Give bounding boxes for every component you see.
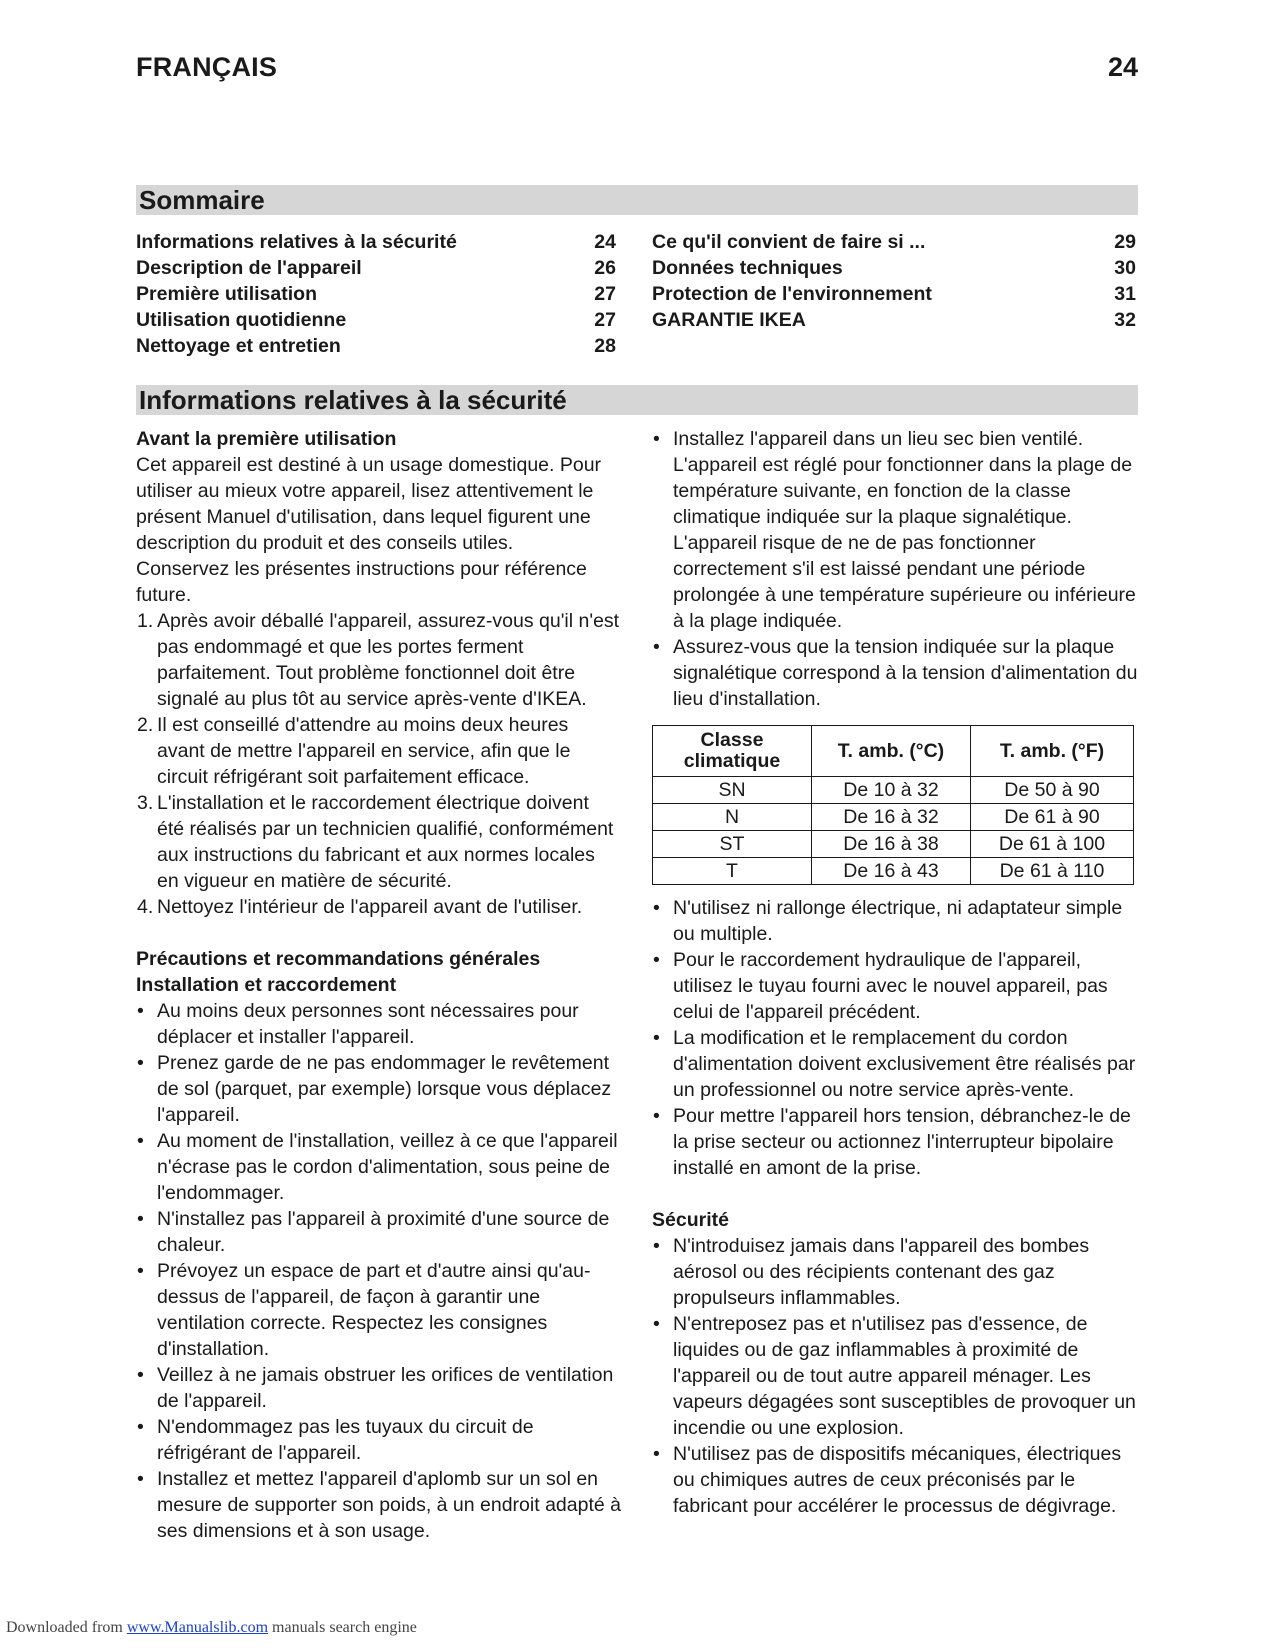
step-number: 2. bbox=[137, 714, 154, 736]
step-number: 3. bbox=[137, 792, 154, 814]
toc-entry-label: Nettoyage et entretien bbox=[136, 335, 341, 357]
toc-entry[interactable] bbox=[136, 307, 616, 333]
table-header-cell: T. amb. (°C) bbox=[812, 726, 971, 777]
table-header-cell: T. amb. (°F) bbox=[971, 726, 1134, 777]
security-heading: Sécurité bbox=[652, 1209, 729, 1231]
list-item: • Prenez garde de ne pas endommager le revêtement de sol (parquet, par exemple) lorsque vous déplacez l'appareil. bbox=[136, 1050, 621, 1128]
table-cell: De 10 à 32 bbox=[812, 777, 971, 804]
table-row bbox=[653, 858, 1134, 885]
list-item: • Pour mettre l'appareil hors tension, débranchez-le de la prise secteur ou actionnez l'interrupteur bipolaire installé en amont de la prise. bbox=[652, 1103, 1142, 1181]
list-item: • N'entreposez pas et n'utilisez pas d'essence, de liquides ou de gaz inflammables à proximité de l'appareil ou de tout autre appareil ménager. Les vapeurs dégagées sont susceptibles de provoquer un incendie ou une explosion. bbox=[652, 1311, 1142, 1441]
safety-right-column bbox=[652, 426, 1142, 1519]
step-number: 4. bbox=[137, 896, 154, 918]
list-item bbox=[136, 608, 621, 712]
table-cell: ST bbox=[653, 831, 812, 858]
table-row bbox=[653, 831, 1134, 858]
toc-right-column bbox=[652, 229, 1136, 333]
toc-entry[interactable] bbox=[652, 229, 1136, 255]
toc-entry-label: Utilisation quotidienne bbox=[136, 309, 347, 331]
toc-entry-label: Informations relatives à la sécurité bbox=[136, 231, 457, 253]
toc-entry-page: 26 bbox=[594, 257, 616, 279]
table-cell: T bbox=[653, 858, 812, 885]
safety-left-column bbox=[136, 426, 621, 1544]
general-precautions-heading: Précautions et recommandations générales bbox=[136, 948, 541, 970]
toc-entry-page: 27 bbox=[594, 283, 616, 305]
table-header-cell: Classe climatique bbox=[653, 726, 812, 777]
list-item: • N'endommagez pas les tuyaux du circuit de réfrigérant de l'appareil. bbox=[136, 1414, 621, 1466]
step-number: 1. bbox=[137, 610, 154, 632]
toc-entry-label: Données techniques bbox=[652, 257, 843, 279]
header-page-number: 24 bbox=[1107, 52, 1138, 82]
toc-entry[interactable] bbox=[652, 255, 1136, 281]
list-item bbox=[652, 426, 1142, 530]
list-item: • Pour le raccordement hydraulique de l'appareil, utilisez le tuyau fourni avec le nouvel appareil, pas celui de l'appareil précédent. bbox=[652, 947, 1142, 1025]
toc-entry[interactable] bbox=[136, 229, 616, 255]
toc-entry-page: 27 bbox=[594, 309, 616, 331]
electrical-bullets bbox=[652, 895, 1142, 1181]
footer-suffix: manuals search engine bbox=[268, 1619, 417, 1636]
table-cell: De 16 à 32 bbox=[812, 804, 971, 831]
toc-entry[interactable] bbox=[136, 281, 616, 307]
list-item: • Installez et mettez l'appareil d'aplomb sur un sol en mesure de supporter son poids, à un endroit adapté à ses dimensions et à son usage. bbox=[136, 1466, 621, 1544]
list-item: • Veillez à ne jamais obstruer les orifices de ventilation de l'appareil. bbox=[136, 1362, 621, 1414]
climate-class-table bbox=[652, 725, 1134, 885]
voltage-bullets bbox=[652, 634, 1142, 712]
install-location-text: Installez l'appareil dans un lieu sec bien ventilé. L'appareil est réglé pour fonctionner dans la plage de température suivante, en fonction de la classe climatique indiquée sur la plaque signalétique. bbox=[673, 428, 1133, 528]
table-cell: De 16 à 43 bbox=[812, 858, 971, 885]
list-item bbox=[136, 790, 621, 894]
toc-entry[interactable] bbox=[136, 333, 616, 359]
install-location-continuation: L'appareil risque de ne de pas fonctionner correctement s'il est laissé pendant une période prolongée à une température supérieure ou inférieure à la plage indiquée. bbox=[673, 532, 1136, 632]
spacer bbox=[652, 1181, 1142, 1207]
toc-title: Sommaire bbox=[136, 185, 1138, 215]
step-text: Nettoyez l'intérieur de l'appareil avant de l'utiliser. bbox=[157, 896, 583, 918]
table-cell: De 61 à 90 bbox=[971, 804, 1134, 831]
install-location-bullets bbox=[652, 426, 1142, 530]
table-row bbox=[653, 777, 1134, 804]
list-item: • Au moment de l'installation, veillez à ce que l'appareil n'écrase pas le cordon d'alimentation, sous peine de l'endommager. bbox=[136, 1128, 621, 1206]
table-cell: SN bbox=[653, 777, 812, 804]
spacer bbox=[136, 920, 621, 946]
list-item: • Assurez-vous que la tension indiquée sur la plaque signalétique correspond à la tension d'alimentation du lieu d'installation. bbox=[652, 634, 1142, 712]
table-row bbox=[653, 804, 1134, 831]
toc-entry-page: 29 bbox=[1114, 231, 1136, 253]
before-first-use-heading: Avant la première utilisation bbox=[136, 428, 397, 450]
table-cell: De 61 à 100 bbox=[971, 831, 1134, 858]
toc-entry-label: Protection de l'environnement bbox=[652, 283, 932, 305]
safety-section-title: Informations relatives à la sécurité bbox=[136, 385, 1138, 415]
toc-entry-label: GARANTIE IKEA bbox=[652, 309, 806, 331]
table-cell: N bbox=[653, 804, 812, 831]
toc-left-column bbox=[136, 229, 616, 359]
toc-entry-page: 30 bbox=[1114, 257, 1136, 279]
security-bullets bbox=[652, 1233, 1142, 1519]
table-header-row bbox=[653, 726, 1134, 777]
list-item: • N'installez pas l'appareil à proximité d'une source de chaleur. bbox=[136, 1206, 621, 1258]
toc-entry-page: 28 bbox=[594, 335, 616, 357]
table-cell: De 50 à 90 bbox=[971, 777, 1134, 804]
table-cell: De 61 à 110 bbox=[971, 858, 1134, 885]
table-cell: De 16 à 38 bbox=[812, 831, 971, 858]
toc-entry[interactable] bbox=[136, 255, 616, 281]
toc-entry[interactable] bbox=[652, 281, 1136, 307]
list-item bbox=[136, 894, 621, 920]
first-use-steps bbox=[136, 608, 621, 920]
manualslib-link[interactable]: www.Manualslib.com bbox=[126, 1619, 269, 1636]
step-text: Après avoir déballé l'appareil, assurez-vous qu'il n'est pas endommagé et que les portes ferment parfaitement. Tout problème fonctionnel doit être signalé au plus tôt au service après-vente d'IKEA. bbox=[157, 610, 620, 710]
list-item: • N'introduisez jamais dans l'appareil des bombes aérosol ou des récipients contenant des gaz propulseurs inflammables. bbox=[652, 1233, 1142, 1311]
list-item: • Prévoyez un espace de part et d'autre ainsi qu'au-dessus de l'appareil, de façon à garantir une ventilation correcte. Respectez les consignes d'installation. bbox=[136, 1258, 621, 1362]
toc-entry-page: 24 bbox=[594, 231, 616, 253]
toc-entry-page: 31 bbox=[1114, 283, 1136, 305]
footer-prefix: Downloaded from bbox=[6, 1619, 127, 1636]
installation-bullets bbox=[136, 998, 621, 1544]
toc-entry-label: Ce qu'il convient de faire si ... bbox=[652, 231, 926, 253]
toc-entry-label: Description de l'appareil bbox=[136, 257, 362, 279]
toc-entry-page: 32 bbox=[1114, 309, 1136, 331]
before-first-use-intro: Cet appareil est destiné à un usage domestique. Pour utiliser au mieux votre appareil, lisez attentivement le présent Manuel d'utilisation, dans lequel figurent une description du produit et des conseils utiles. bbox=[136, 454, 602, 554]
list-item bbox=[136, 712, 621, 790]
step-text: Il est conseillé d'attendre au moins deux heures avant de mettre l'appareil en service, afin que le circuit réfrigérant soit parfaitement efficace. bbox=[157, 714, 571, 788]
list-item: • Au moins deux personnes sont nécessaires pour déplacer et installer l'appareil. bbox=[136, 998, 621, 1050]
list-item: • N'utilisez pas de dispositifs mécaniques, électriques ou chimiques autres de ceux préconisés par le fabricant pour accélérer le processus de dégivrage. bbox=[652, 1441, 1142, 1519]
download-footer bbox=[6, 1619, 417, 1637]
installation-heading: Installation et raccordement bbox=[136, 974, 397, 996]
header-language: FRANÇAIS bbox=[136, 52, 278, 82]
toc-entry[interactable] bbox=[652, 307, 1136, 333]
before-first-use-keep-note: Conservez les présentes instructions pour référence future. bbox=[136, 558, 587, 606]
list-item: • N'utilisez ni rallonge électrique, ni adaptateur simple ou multiple. bbox=[652, 895, 1142, 947]
list-item: • La modification et le remplacement du cordon d'alimentation doivent exclusivement être réalisés par un professionnel ou notre service après-vente. bbox=[652, 1025, 1142, 1103]
toc-entry-label: Première utilisation bbox=[136, 283, 317, 305]
step-text: L'installation et le raccordement électrique doivent été réalisés par un technicien qualifié, conformément aux instructions du fabricant et aux normes locales en vigueur en matière de sécurité. bbox=[157, 792, 614, 892]
